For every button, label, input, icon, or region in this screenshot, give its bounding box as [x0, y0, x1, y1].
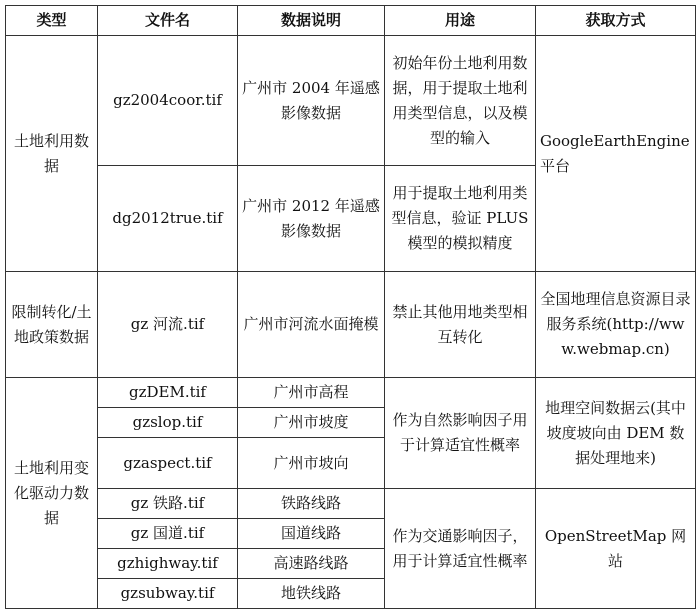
header-description: 数据说明 [238, 6, 385, 36]
filename-cell: gz 国道.tif [98, 519, 238, 549]
table-row [6, 36, 696, 166]
source-cell: 地理空间数据云(其中坡度坡向由 DEM 数据处理地来) [536, 378, 696, 489]
header-source: 获取方式 [536, 6, 696, 36]
description-cell: 广州市 2012 年遥感影像数据 [238, 166, 385, 272]
filename-cell: gz2004coor.tif [98, 36, 238, 166]
usage-cell: 禁止其他用地类型相互转化 [385, 272, 536, 378]
header-filename: 文件名 [98, 6, 238, 36]
filename-cell: dg2012true.tif [98, 166, 238, 272]
source-cell: OpenStreetMap 网站 [536, 489, 696, 609]
land-use-type-cell: 土地利用数据 [6, 36, 98, 272]
description-cell: 广州市 2004 年遥感影像数据 [238, 36, 385, 166]
table-row [6, 272, 696, 378]
usage-cell: 作为交通影响因子，用于计算适宜性概率 [385, 489, 536, 609]
description-cell: 铁路线路 [238, 489, 385, 519]
usage-cell: 初始年份土地利用数据，用于提取土地利用类型信息，以及模型的输入 [385, 36, 536, 166]
filename-cell: gzhighway.tif [98, 549, 238, 579]
filename-cell: gzaspect.tif [98, 438, 238, 489]
usage-cell: 作为自然影响因子用于计算适宜性概率 [385, 378, 536, 489]
filename-cell: gzslop.tif [98, 408, 238, 438]
filename-cell: gz 铁路.tif [98, 489, 238, 519]
data-table [5, 5, 696, 609]
header-usage: 用途 [385, 6, 536, 36]
filename-cell: gzsubway.tif [98, 579, 238, 609]
source-cell: GoogleEarthEngine 平台 [536, 36, 696, 272]
filename-cell: gz 河流.tif [98, 272, 238, 378]
table-row [6, 489, 696, 519]
description-cell: 国道线路 [238, 519, 385, 549]
description-cell: 广州市高程 [238, 378, 385, 408]
header-type: 类型 [6, 6, 98, 36]
description-cell: 高速路线路 [238, 549, 385, 579]
description-cell: 广州市坡度 [238, 408, 385, 438]
usage-cell: 用于提取土地利用类型信息，验证 PLUS 模型的模拟精度 [385, 166, 536, 272]
table-row [6, 378, 696, 408]
header-row [6, 6, 696, 36]
description-cell: 广州市河流水面掩模 [238, 272, 385, 378]
description-cell: 广州市坡向 [238, 438, 385, 489]
filename-cell: gzDEM.tif [98, 378, 238, 408]
restriction-type-cell: 限制转化/土地政策数据 [6, 272, 98, 378]
description-cell: 地铁线路 [238, 579, 385, 609]
source-cell: 全国地理信息资源目录服务系统(http://www.webmap.cn) [536, 272, 696, 378]
drivers-type-cell: 土地利用变化驱动力数据 [6, 378, 98, 609]
